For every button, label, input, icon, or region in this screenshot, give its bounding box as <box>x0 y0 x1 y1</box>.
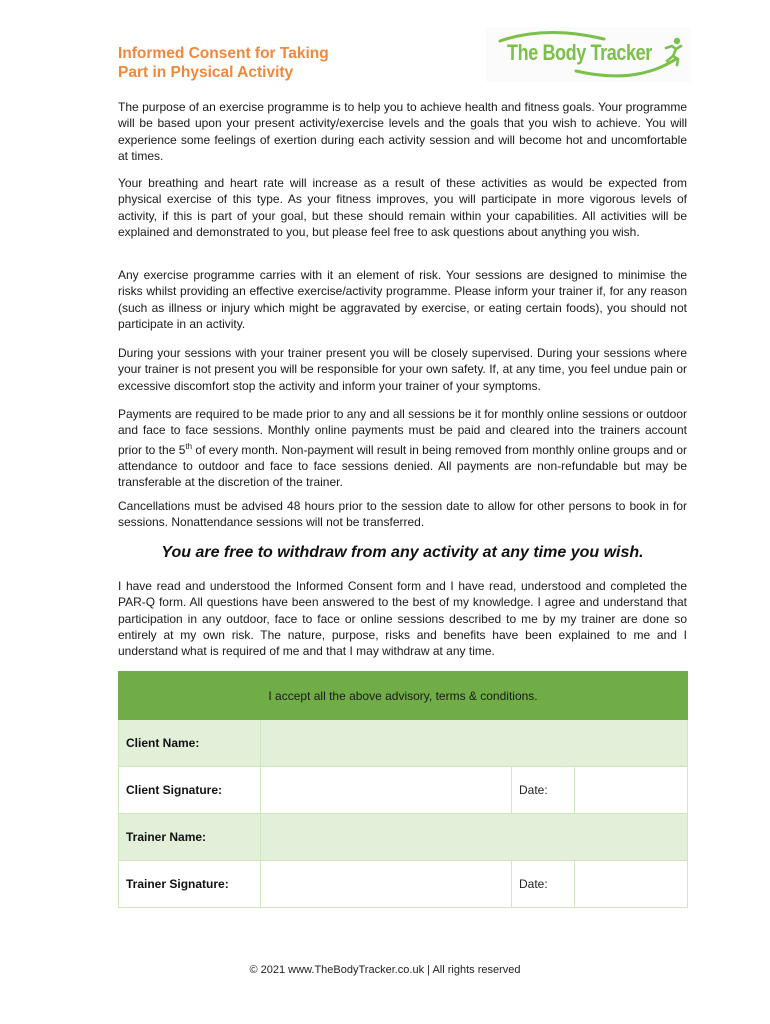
consent-header-row <box>119 672 688 720</box>
breathing-paragraph: Your breathing and heart rate will increase as a result of these activities as would be expected from physical exercise of this type. As your fitness improves, you will participate in more vigorous levels of activity, if this is part of your goal, but these should remain within your capabilities. All activities will be explained and demonstrated to you, but please feel free to ask questions about anything you wish. <box>118 176 687 239</box>
trainer-name-field[interactable] <box>261 814 688 861</box>
trainer-signature-label: Trainer Signature: <box>119 861 261 908</box>
running-person-icon <box>662 37 686 67</box>
logo-text: The Body Tracker <box>507 40 652 65</box>
trainer-name-label: Trainer Name: <box>119 814 261 861</box>
client-signature-row <box>119 767 688 814</box>
client-date-field[interactable] <box>575 767 688 814</box>
client-signature-field[interactable] <box>261 767 512 814</box>
trainer-signature-row <box>119 861 688 908</box>
brand-logo <box>486 27 691 82</box>
payments-paragraph <box>118 406 687 490</box>
consent-header: I accept all the above advisory, terms & conditions. <box>119 672 688 720</box>
title-line-2: Part in Physical Activity <box>118 64 294 81</box>
trainer-date-field[interactable] <box>575 861 688 908</box>
consent-form-table <box>118 671 688 908</box>
client-name-label: Client Name: <box>119 720 261 767</box>
footer-copyright: © 2021 www.TheBodyTracker.co.uk | All rights reserved <box>249 964 521 976</box>
payments-text-part1: Payments are required to be made prior to any and all sessions be it for monthly online sessions or outdoor and face to face sessions. Monthly online payments must be paid and cleared into the trainers account prior to the 5 <box>118 407 687 457</box>
withdraw-statement: You are free to withdraw from any activity at any time you wish. <box>161 544 644 561</box>
client-name-field[interactable] <box>261 720 688 767</box>
client-date-label: Date: <box>512 767 575 814</box>
trainer-name-row <box>119 814 688 861</box>
declaration-paragraph: I have read and understood the Informed Consent form and I have read, understood and completed the PAR-Q form. All questions have been answered to the best of my knowledge. I agree and understand that participation in any outdoor, face to face or online sessions described to me by my trainer are done so entirely at my own risk. The nature, purpose, risks and benefits have been explained to me and I understand what is required of me and that I may withdraw at any time. <box>118 579 687 659</box>
page-title <box>118 44 438 82</box>
trainer-signature-field[interactable] <box>261 861 512 908</box>
client-signature-label: Client Signature: <box>119 767 261 814</box>
trainer-date-label: Date: <box>512 861 575 908</box>
purpose-paragraph: The purpose of an exercise programme is to help you to achieve health and fitness goals. Your programme will be based upon your present activity/exercise levels and the goals that you wish to achieve. You will experience some feelings of exertion during each activity session and will become hot and uncomfortable at times. <box>118 100 687 163</box>
cancellations-paragraph: Cancellations must be advised 48 hours prior to the session date to allow for other persons to book in for sessions. Nonattendance sessions will not be transferred. <box>118 499 687 530</box>
client-name-row <box>119 720 688 767</box>
payments-text-part2: of every month. Non-payment will result in being removed from monthly online groups and or attendance to outdoor and face to face sessions denied. All payments are non-refundable but may be transferable at the discretion of the trainer. <box>118 442 688 490</box>
payments-superscript: th <box>185 441 193 451</box>
supervision-paragraph: During your sessions with your trainer present you will be closely supervised. During your sessions where your trainer is not present you will be responsible for your own safety. If, at any time, you feel undue pain or excessive discomfort stop the activity and inform your trainer of your symptoms. <box>118 346 687 393</box>
title-line-1: Informed Consent for Taking <box>118 45 329 62</box>
risk-paragraph: Any exercise programme carries with it an element of risk. Your sessions are designed to minimise the risks whilst providing an effective exercise/activity programme. Please inform your trainer if, for any reason (such as illness or injury which might be aggravated by exercise, or eating certain foods), you should not participate in an activity. <box>118 268 687 331</box>
